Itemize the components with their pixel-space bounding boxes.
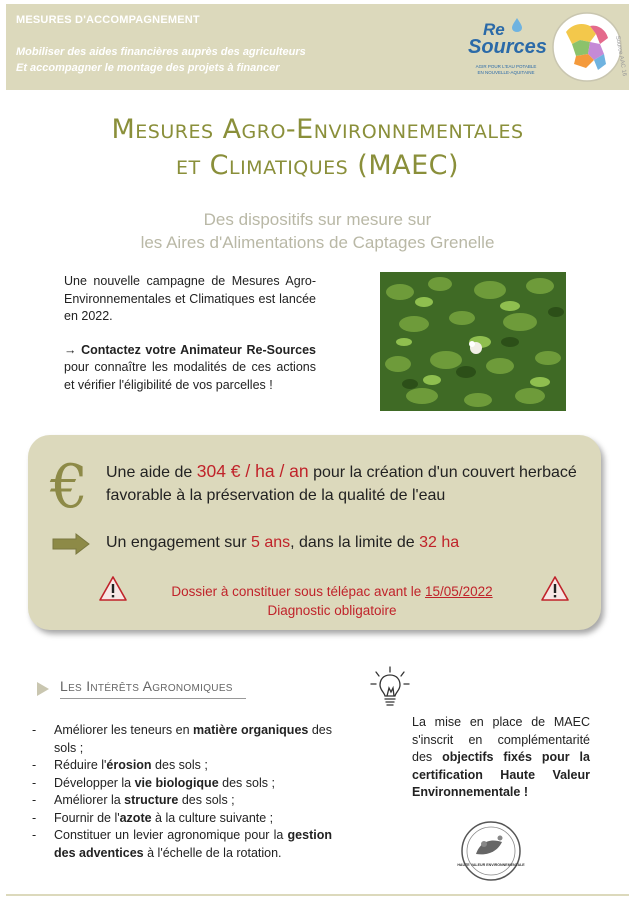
aid-bold-1: création d'un couvert [366,464,515,481]
hve-note-bold: objectifs fixés pour la certification Haute Valeur Environnementale ! [412,750,590,799]
list-item: - Améliorer les teneurs en matière organiques des sols ; [30,722,332,757]
cta-rest: pour connaître les modalités de ces actions et vérifier l'éligibilité de vos parcelles ! [64,360,316,392]
aac-logo-text: Source AAC 16 [614,35,628,77]
logo-tagline-1: AGIR POUR L'EAU POTABLE [475,64,537,69]
dossier-text: Dossier à constituer sous télépac avant le [171,584,422,599]
hve-note-text: La mise en place de MAEC s'inscrit en complémentarité des [412,715,590,764]
clover-field-photo [380,272,566,411]
euro-icon: € [50,452,89,522]
aid-prefix: Une aide de [106,464,193,481]
re-sources-logo [465,14,547,80]
main-title-line-1: Mesures Agro-Environnementales [111,114,524,145]
intro-cta [64,342,316,395]
arrow-right-icon [52,533,90,555]
engage-limit: 32 ha [419,534,460,551]
intro-paragraph: Une nouvelle campagne de Mesures Agro-Environnementales et Climatiques est lancée en 2022. [64,274,316,323]
dossier-line [120,582,544,601]
subtitle [0,208,635,254]
logo-tagline-2: EN NOUVELLE-AQUITAINE [477,70,535,75]
engage-middle: , dans la limite de [290,534,415,551]
page-bottom-rule [6,894,629,896]
list-item: - Développer la vie biologique des sols ; [30,775,332,793]
hve-note [412,714,590,802]
header-line-2: Et accompagner le montage des projets à financer [16,62,280,74]
intro-text [64,273,316,394]
cta-arrow: → [64,342,77,357]
dossier-date: 15/05/2022 [425,584,493,599]
water-drop-icon [511,18,523,32]
header-line-1: Mobiliser des aides financières auprès des agriculteurs [16,46,306,58]
triangle-bullet-icon [36,681,50,697]
header-band [6,4,629,90]
section-underline [60,698,246,699]
aid-rest: favorable à la préservation de la qualité de l'eau [106,487,446,504]
list-item: - Fournir de l'azote à la culture suivante ; [30,810,332,828]
aid-text [106,460,596,507]
subtitle-line-2: les Aires d'Alimentations de Captages Grenelle [140,233,495,252]
list-item: - Améliorer la structure des sols ; [30,792,332,810]
aid-middle: pour la [313,464,363,481]
list-item: - Constituer un levier agronomique pour la gestion des adventices à l'échelle de la rotation. [30,827,332,862]
engage-years: 5 ans [250,534,291,551]
header-label: MESURES D'ACCOMPAGNEMENT [16,14,200,26]
aac-map-logo [550,10,628,84]
lightbulb-icon [370,666,410,712]
benefits-list [30,722,332,862]
logo-tagline [465,64,547,76]
cta-contact: Contactez votre Animateur Re-Sources [81,342,316,357]
aid-amount: 304 € / ha / an [196,461,309,481]
engage-prefix: Un engagement sur [106,534,247,551]
list-item: - Réduire l'érosion des sols ; [30,757,332,775]
aid-bold-2: herbacé [518,464,577,481]
hve-certification-logo [457,820,525,882]
section-title: Les Intérêts Agronomiques [60,678,233,694]
diagnostic-text: Diagnostic obligatoire [267,603,397,618]
logo-sources-text: Sources [468,36,547,58]
logo-re-text: Re [483,20,505,39]
engagement-text [106,534,459,552]
main-title [0,112,635,184]
dossier-notice [120,582,544,620]
main-title-line-2: et Climatiques (MAEC) [175,150,460,181]
hve-logo-text: HAUTE VALEUR ENVIRONNEMENTALE [457,863,525,867]
subtitle-line-1: Des dispositifs sur mesure sur [203,210,432,229]
warning-icon [540,575,570,603]
